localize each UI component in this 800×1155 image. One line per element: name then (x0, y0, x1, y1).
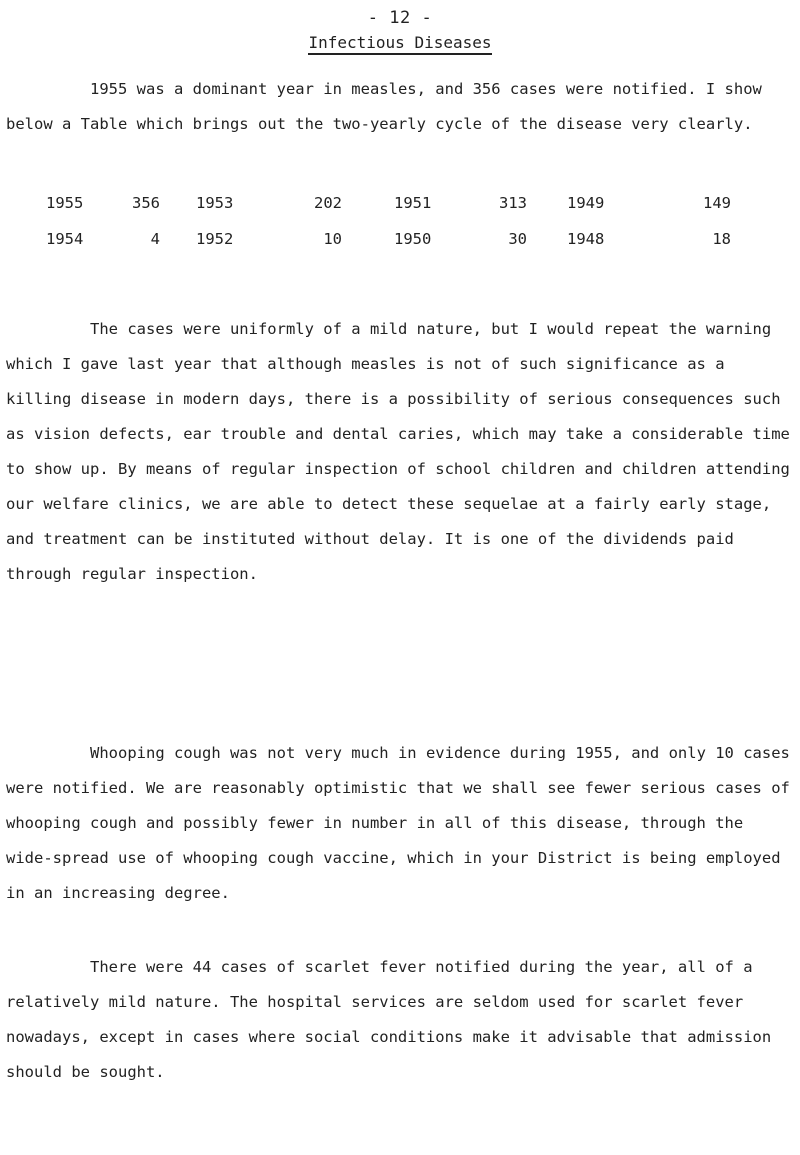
table-cases: 18 (712, 230, 731, 248)
section-heading-text: Infectious Diseases (308, 33, 491, 55)
table-cases: 356 (132, 194, 160, 212)
table-year: 1952 (196, 230, 234, 248)
table-year: 1950 (394, 230, 432, 248)
table-row (0, 194, 800, 224)
measles-paragraph (6, 312, 796, 592)
scarlet-fever-paragraph-text: There were 44 cases of scarlet fever notified during the year, all of a relatively mild nature. The hospital services are seldom used for scarlet fever nowadays, except in cases where social conditions make it advisable that admission should be sought. (6, 958, 772, 1081)
intro-paragraph (6, 72, 796, 142)
table-cases: 202 (314, 194, 342, 212)
scarlet-fever-paragraph (6, 950, 796, 1090)
table-cases: 149 (703, 194, 731, 212)
table-year: 1951 (394, 194, 432, 212)
measles-paragraph-text: The cases were uniformly of a mild nature, but I would repeat the warning which I gave last year that although measles is not of such significance as a killing disease in modern days, there is a possibility of serious consequences such as vision defects, ear trouble and dental caries, which may take a considerable time to show up. By means of regular inspection of school children and children attending our welfare clinics, we are able to detect these sequelae at a fairly early stage, and treatment can be instituted without delay. It is one of the dividends paid through regular inspection. (6, 320, 790, 583)
section-heading (0, 33, 800, 52)
page-number: - 12 - (367, 8, 433, 28)
table-year: 1949 (567, 194, 605, 212)
table-year: 1954 (46, 230, 84, 248)
table-year: 1948 (567, 230, 605, 248)
intro-paragraph-text: 1955 was a dominant year in measles, and 356 cases were notified. I show below a Table which brings out the two-yearly cycle of the disease very clearly. (6, 80, 762, 133)
table-cases: 313 (499, 194, 527, 212)
table-year: 1953 (196, 194, 234, 212)
table-row (0, 230, 800, 260)
table-cases: 30 (508, 230, 527, 248)
measles-cases-table (0, 194, 800, 274)
table-cases: 10 (323, 230, 342, 248)
whooping-cough-paragraph (6, 736, 796, 911)
table-cases: 4 (150, 230, 160, 248)
whooping-cough-paragraph-text: Whooping cough was not very much in evidence during 1955, and only 10 cases were notified. We are reasonably optimistic that we shall see fewer serious cases of whooping cough and possibly fewer in number in all of this disease, through the wide-spread use of whooping cough vaccine, which in your District is being employed in an increasing degree. (6, 744, 790, 902)
table-year: 1955 (46, 194, 84, 212)
